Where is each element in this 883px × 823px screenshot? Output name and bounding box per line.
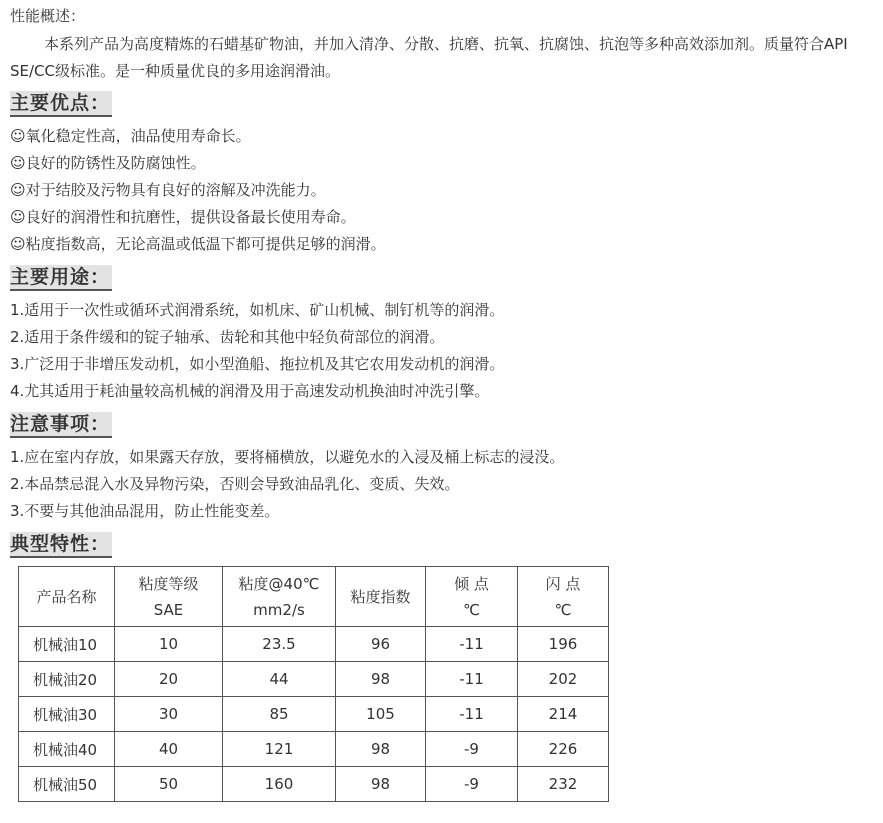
smiley-icon: ☺ bbox=[10, 235, 26, 253]
smiley-icon: ☺ bbox=[10, 181, 26, 199]
cell-product: 机械油50 bbox=[19, 767, 115, 802]
intro-paragraph: 本系列产品为高度精炼的石蜡基矿物油，并加入清净、分散、抗磨、抗氧、抗腐蚀、抗泡等多种高效添加剂。质量符合API SE/CC级标准。是一种质量优良的多用途润滑油。 bbox=[10, 35, 848, 80]
cell-sae: 20 bbox=[115, 662, 223, 697]
heading-advantages: 主要优点： bbox=[10, 91, 112, 117]
table-row bbox=[19, 662, 609, 697]
cell-sae: 50 bbox=[115, 767, 223, 802]
header-viscosity-40c: 粘度@40℃ mm2/s bbox=[223, 567, 336, 627]
smiley-icon: ☺ bbox=[10, 208, 26, 226]
cell-sae: 10 bbox=[115, 627, 223, 662]
intro-title: 性能概述： bbox=[10, 7, 86, 25]
note-item: 3.不要与其他油品混用，防止性能变差。 bbox=[10, 502, 280, 520]
heading-specs: 典型特性： bbox=[10, 532, 112, 558]
cell-viscosity: 160 bbox=[223, 767, 336, 802]
cell-pour: -9 bbox=[426, 767, 518, 802]
cell-pour: -9 bbox=[426, 732, 518, 767]
cell-vi: 105 bbox=[336, 697, 426, 732]
cell-flash: 202 bbox=[518, 662, 609, 697]
cell-pour: -11 bbox=[426, 627, 518, 662]
smiley-icon: ☺ bbox=[10, 154, 26, 172]
cell-flash: 196 bbox=[518, 627, 609, 662]
cell-vi: 98 bbox=[336, 662, 426, 697]
note-item: 2.本品禁忌混入水及异物污染，否则会导致油品乳化、变质、失效。 bbox=[10, 475, 460, 493]
use-item: 4.尤其适用于耗油量较高机械的润滑及用于高速发动机换油时冲洗引擎。 bbox=[10, 382, 490, 400]
heading-notes: 注意事项： bbox=[10, 412, 112, 438]
cell-flash: 232 bbox=[518, 767, 609, 802]
heading-uses: 主要用途： bbox=[10, 265, 112, 291]
cell-sae: 40 bbox=[115, 732, 223, 767]
use-item: 3.广泛用于非增压发动机，如小型渔船、拖拉机及其它农用发动机的润滑。 bbox=[10, 355, 505, 373]
use-item: 2.适用于条件缓和的锭子轴承、齿轮和其他中轻负荷部位的润滑。 bbox=[10, 328, 445, 346]
smiley-icon: ☺ bbox=[10, 127, 26, 145]
cell-pour: -11 bbox=[426, 697, 518, 732]
header-flash-point: 闪 点 ℃ bbox=[518, 567, 609, 627]
header-viscosity-grade: 粘度等级 SAE bbox=[115, 567, 223, 627]
cell-product: 机械油10 bbox=[19, 627, 115, 662]
cell-flash: 226 bbox=[518, 732, 609, 767]
note-item: 1.应在室内存放，如果露天存放，要将桶横放，以避免水的入浸及桶上标志的浸没。 bbox=[10, 448, 565, 466]
header-product-name: 产品名称 bbox=[19, 567, 115, 627]
cell-viscosity: 121 bbox=[223, 732, 336, 767]
table-row bbox=[19, 697, 609, 732]
cell-viscosity: 44 bbox=[223, 662, 336, 697]
cell-vi: 98 bbox=[336, 767, 426, 802]
cell-pour: -11 bbox=[426, 662, 518, 697]
header-pour-point: 倾 点 ℃ bbox=[426, 567, 518, 627]
cell-product: 机械油30 bbox=[19, 697, 115, 732]
table-row bbox=[19, 627, 609, 662]
cell-flash: 214 bbox=[518, 697, 609, 732]
advantage-item: ☺对于结胶及污物具有良好的溶解及冲洗能力。 bbox=[10, 181, 326, 199]
cell-viscosity: 85 bbox=[223, 697, 336, 732]
table-row bbox=[19, 767, 609, 802]
advantage-item: ☺氧化稳定性高，油品使用寿命长。 bbox=[10, 127, 251, 145]
cell-vi: 96 bbox=[336, 627, 426, 662]
advantage-item: ☺良好的防锈性及防腐蚀性。 bbox=[10, 154, 206, 172]
cell-viscosity: 23.5 bbox=[223, 627, 336, 662]
cell-product: 机械油40 bbox=[19, 732, 115, 767]
use-item: 1.适用于一次性或循环式润滑系统，如机床、矿山机械、制钉机等的润滑。 bbox=[10, 301, 505, 319]
table-row bbox=[19, 732, 609, 767]
advantage-item: ☺良好的润滑性和抗磨性，提供设备最长使用寿命。 bbox=[10, 208, 356, 226]
spec-header-row bbox=[19, 567, 609, 627]
cell-sae: 30 bbox=[115, 697, 223, 732]
cell-product: 机械油20 bbox=[19, 662, 115, 697]
cell-vi: 98 bbox=[336, 732, 426, 767]
spec-table bbox=[18, 566, 609, 802]
header-viscosity-index: 粘度指数 bbox=[336, 567, 426, 627]
advantage-item: ☺粘度指数高，无论高温或低温下都可提供足够的润滑。 bbox=[10, 235, 386, 253]
